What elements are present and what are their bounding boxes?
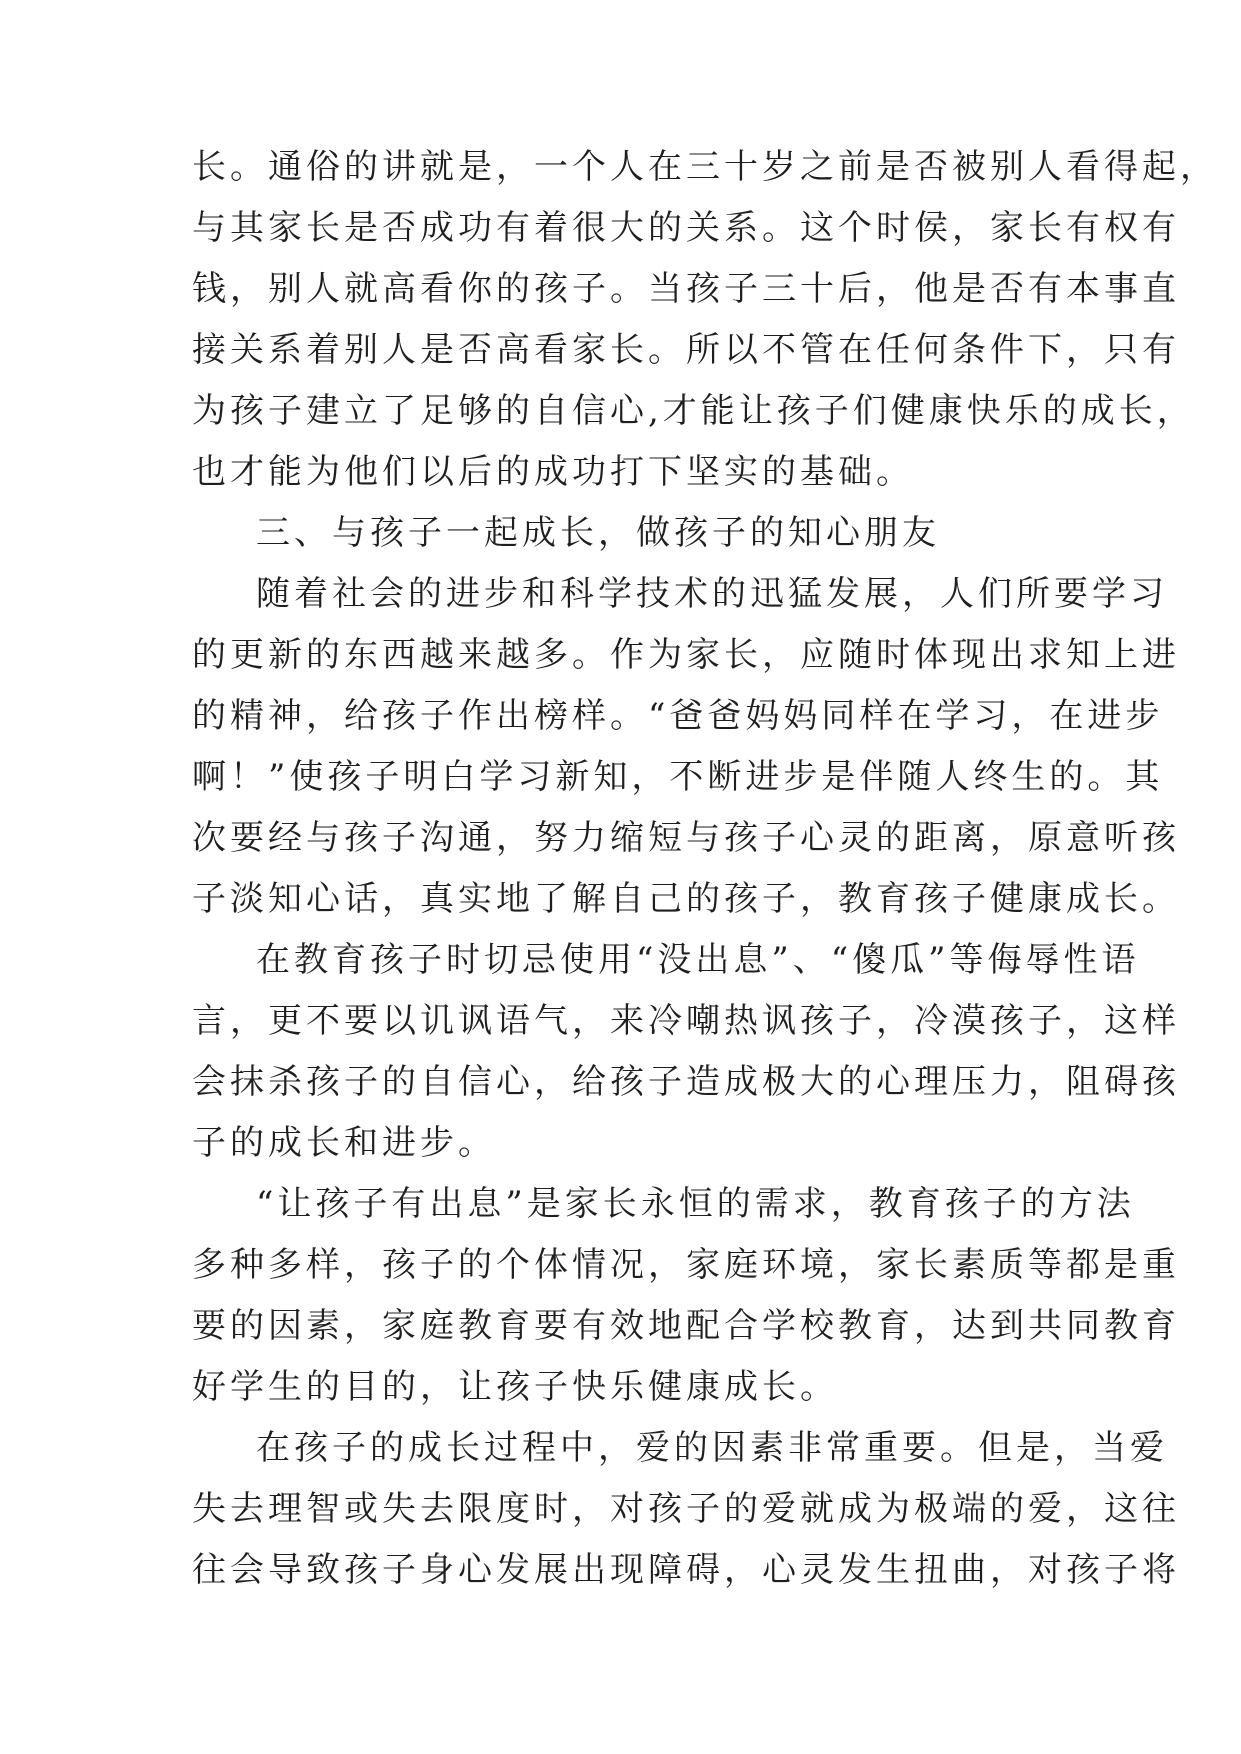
text-line: 次要经与孩子沟通，努力缩短与孩子心灵的距离，原意听孩	[192, 818, 1180, 858]
text-line: 在教育孩子时切忌使用“没出息”、“傻瓜”等侮辱性语	[256, 940, 1140, 980]
text-line: 接关系着别人是否高看家长。所以不管在任何条件下，只有	[192, 330, 1180, 370]
paragraph-continuation	[192, 137, 1218, 503]
text-line: 的更新的东西越来越多。作为家长，应随时体现出求知上进	[192, 635, 1180, 675]
text-line: 言，更不要以讥讽语气，来冷嘲热讽孩子，冷漠孩子，这样	[192, 1001, 1180, 1041]
text-line: 与其家长是否成功有着很大的关系。这个时侯，家长有权有	[192, 208, 1180, 248]
paragraph-growth	[192, 564, 1180, 930]
text-line: 为孩子建立了足够的自信心,才能让孩子们健康快乐的成长，	[192, 391, 1195, 431]
text-line: 往会导致孩子身心发展出现障碍，心灵发生扭曲，对孩子将	[192, 1550, 1180, 1590]
text-line: 会抹杀孩子的自信心，给孩子造成极大的心理压力，阻碍孩	[192, 1062, 1180, 1102]
paragraph-need	[192, 1174, 1180, 1418]
paragraph-love	[192, 1418, 1180, 1601]
document-body	[192, 137, 1218, 1601]
text-line: “让孩子有出息”是家长永恒的需求，教育孩子的方法	[256, 1184, 1135, 1224]
text-line: 多种多样，孩子的个体情况，家庭环境，家长素质等都是重	[192, 1245, 1180, 1285]
text-line: 在孩子的成长过程中，爱的因素非常重要。但是，当爱	[256, 1428, 1168, 1468]
text-line: 子的成长和进步。	[192, 1123, 496, 1163]
section-heading	[192, 503, 1052, 564]
text-line: 的精神，给孩子作出榜样。“爸爸妈妈同样在学习，在进步	[192, 696, 1164, 736]
text-line: 失去理智或失去限度时，对孩子的爱就成为极端的爱，这往	[192, 1489, 1180, 1529]
text-line: 长。通俗的讲就是，一个人在三十岁之前是否被别人看得起，	[192, 147, 1218, 187]
text-line: 也才能为他们以后的成功打下坚实的基础。	[192, 452, 914, 492]
text-line: 要的因素，家庭教育要有效地配合学校教育，达到共同教育	[192, 1306, 1180, 1346]
text-line: 子淡知心话，真实地了解自己的孩子，教育孩子健康成长。	[192, 879, 1180, 919]
text-line: 啊！”使孩子明白学习新知，不断进步是伴随人终生的。其	[192, 757, 1164, 797]
text-line: 三、与孩子一起成长，做孩子的知心朋友	[256, 513, 940, 553]
text-line: 钱，别人就高看你的孩子。当孩子三十后，他是否有本事直	[192, 269, 1180, 309]
paragraph-language	[192, 930, 1180, 1174]
text-line: 随着社会的进步和科学技术的迅猛发展，人们所要学习	[256, 574, 1168, 614]
text-line: 好学生的目的，让孩子快乐健康成长。	[192, 1367, 838, 1407]
